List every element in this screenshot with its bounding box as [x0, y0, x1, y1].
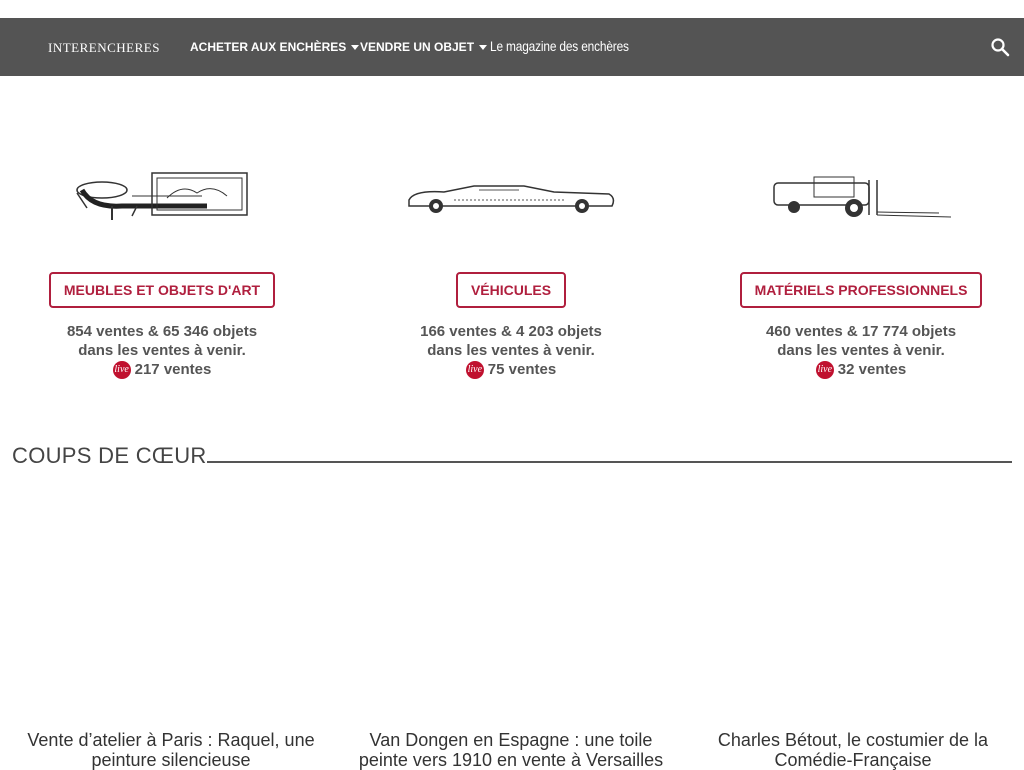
nav-buy-label: ACHETER AUX ENCHÈRES — [190, 40, 347, 54]
nav-buy-auctions[interactable] — [190, 40, 359, 54]
search-icon[interactable] — [990, 37, 1010, 57]
category-button-vehicles[interactable]: VÉHICULES — [456, 272, 566, 308]
category-stats-line2: dans les ventes à venir. — [78, 342, 246, 359]
section-title: COUPS DE CŒUR — [12, 443, 207, 468]
article-title[interactable]: Charles Bétout, le costumier de la Comédie-Française — [717, 730, 989, 770]
magazine-link[interactable]: Le magazine des enchères — [490, 38, 629, 54]
article-title[interactable]: Vente d’atelier à Paris : Raquel, une peinture silencieuse — [27, 730, 315, 770]
category-stats-line1: 854 ventes & 65 346 objets — [66, 323, 258, 340]
caret-down-icon — [479, 45, 487, 50]
nav-sell-label: VENDRE UN OBJET — [360, 40, 475, 54]
furniture-art-illustration — [12, 150, 312, 245]
live-count[interactable]: 32 ventes — [837, 361, 907, 378]
site-logo[interactable]: INTERENCHERES — [48, 40, 160, 55]
car-illustration — [361, 150, 661, 245]
category-professional — [711, 150, 1011, 379]
article-thumbnail[interactable] — [11, 500, 331, 720]
article-thumbnail[interactable] — [351, 500, 671, 720]
article-card[interactable] — [351, 500, 671, 770]
article-card[interactable] — [11, 500, 331, 770]
forklift-illustration — [711, 150, 1011, 245]
article-card[interactable] — [693, 500, 1013, 770]
live-icon: live — [466, 361, 484, 379]
section-divider — [207, 461, 1012, 463]
category-button-furniture[interactable]: MEUBLES ET OBJETS D'ART — [49, 272, 275, 308]
category-button-professional[interactable]: MATÉRIELS PROFESSIONNELS — [740, 272, 983, 308]
top-strip — [0, 0, 1024, 18]
category-stats-line2: dans les ventes à venir. — [427, 342, 595, 359]
live-count[interactable]: 217 ventes — [134, 361, 212, 378]
live-icon: live — [816, 361, 834, 379]
live-icon: live — [113, 361, 131, 379]
category-stats-line1: 166 ventes & 4 203 objets — [420, 323, 602, 340]
live-count[interactable]: 75 ventes — [487, 361, 557, 378]
category-stats-line1: 460 ventes & 17 774 objets — [765, 323, 957, 340]
navbar — [0, 18, 1024, 76]
nav-sell-object[interactable] — [360, 40, 487, 54]
article-thumbnail[interactable] — [693, 500, 1013, 720]
category-furniture — [12, 150, 312, 379]
category-stats-line2: dans les ventes à venir. — [777, 342, 945, 359]
article-title[interactable]: Van Dongen en Espagne : une toile peinte vers 1910 en vente à Versailles — [358, 730, 664, 770]
caret-down-icon — [351, 45, 359, 50]
category-vehicles — [361, 150, 661, 379]
